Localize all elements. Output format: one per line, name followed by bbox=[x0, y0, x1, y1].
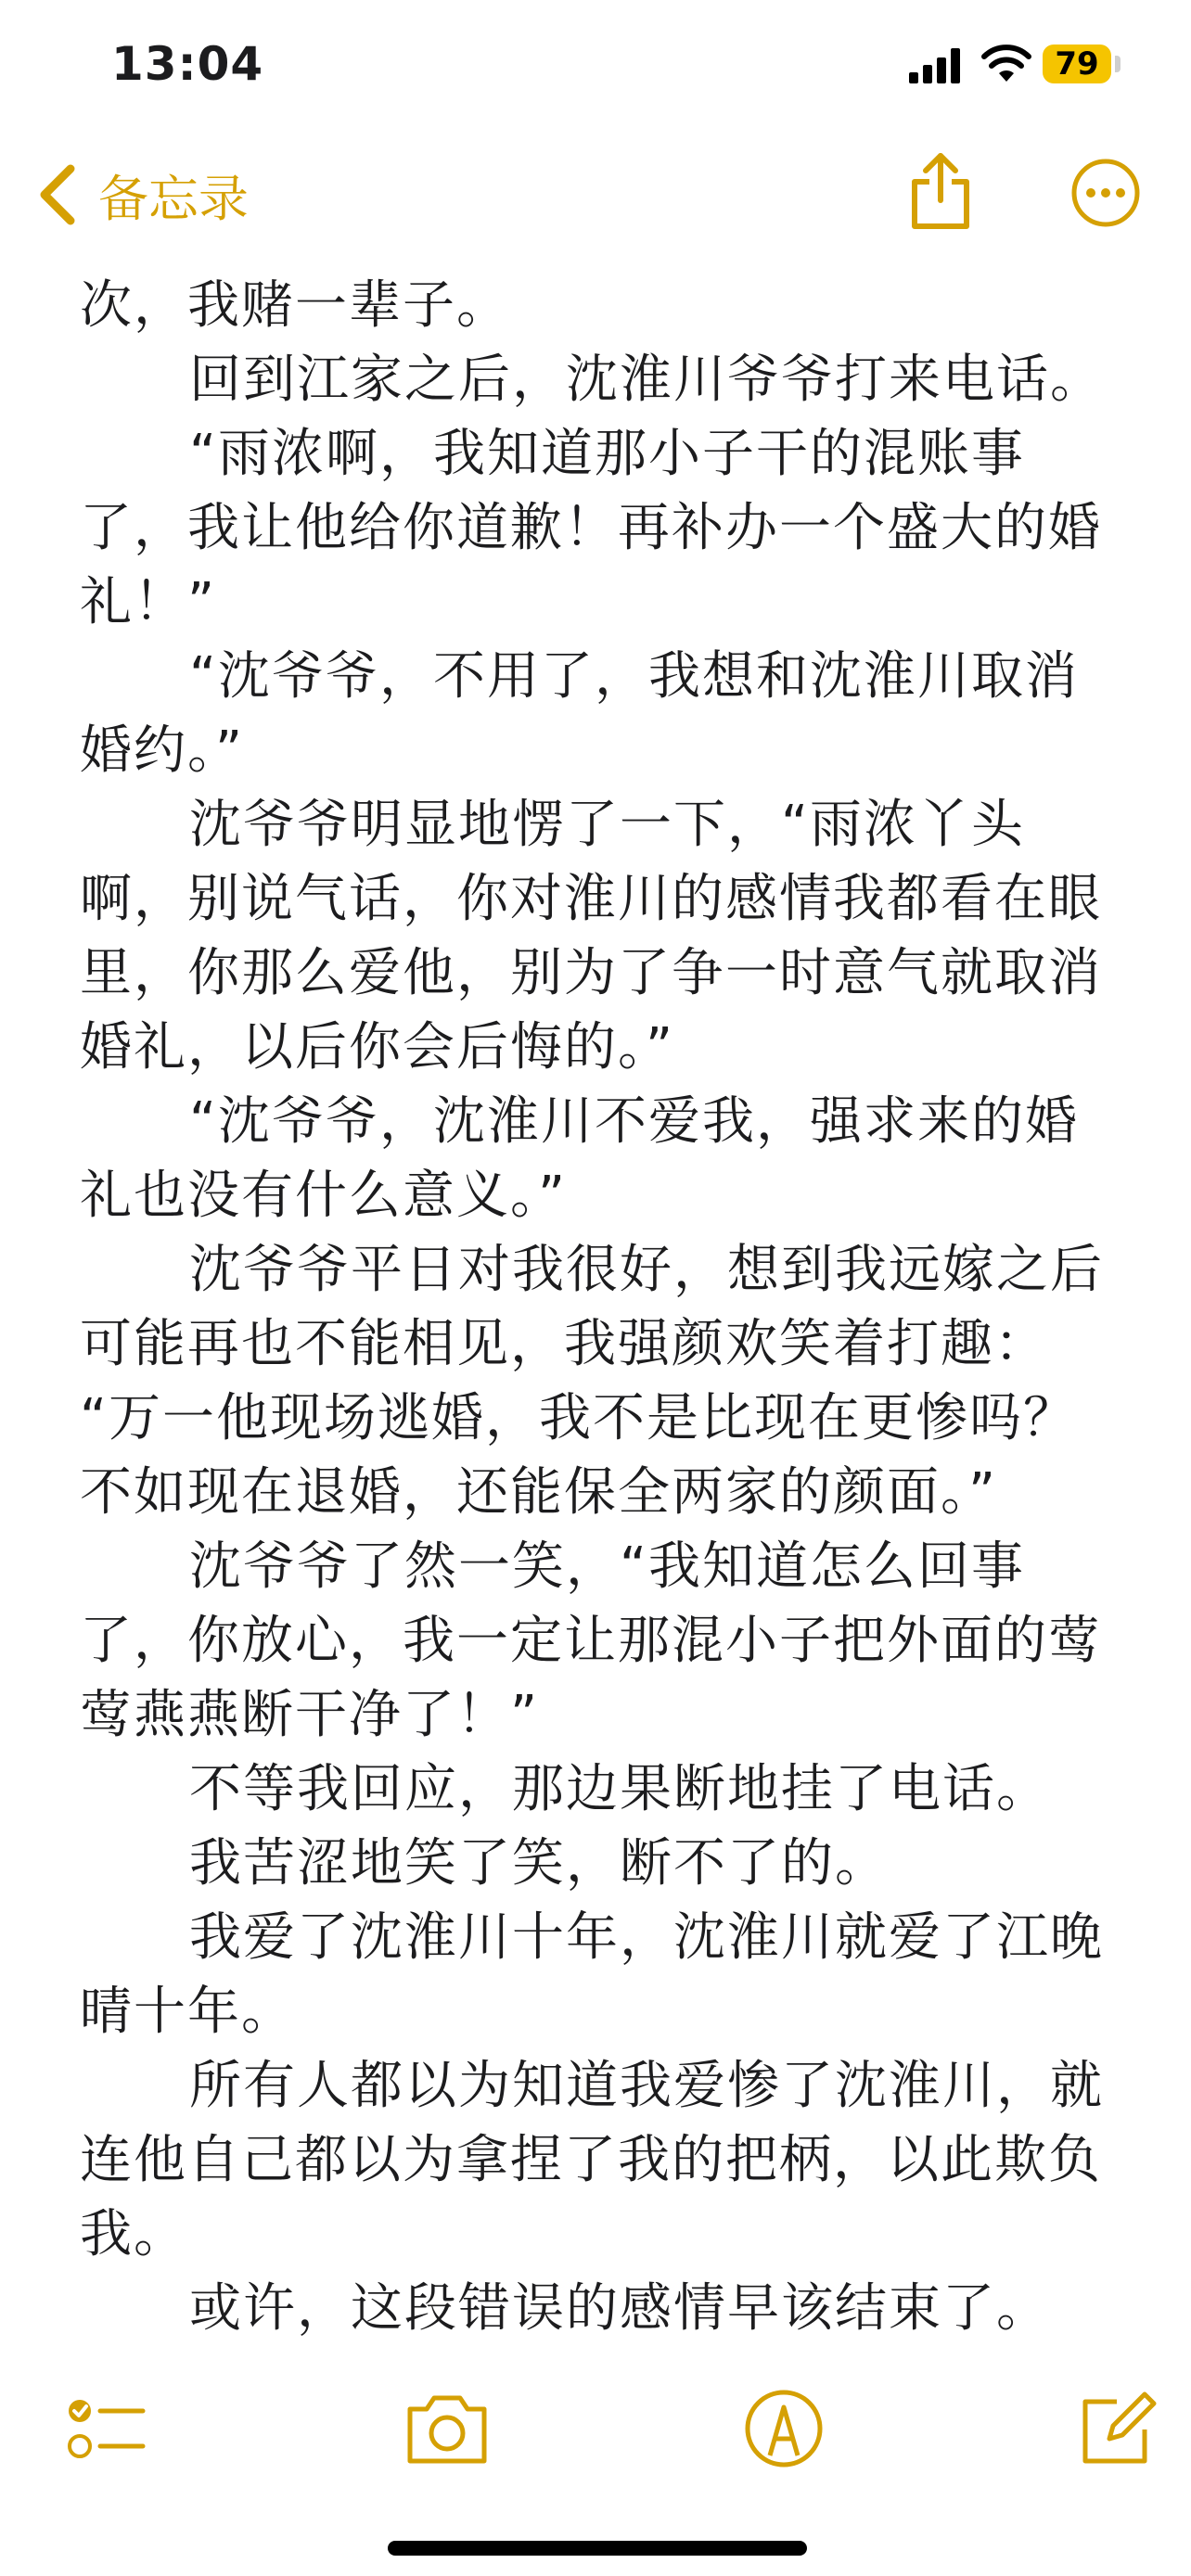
note-line: “雨浓啊，我知道那小子干的混账事 bbox=[189, 424, 1026, 484]
share-icon[interactable] bbox=[907, 148, 974, 232]
note-line: 了，你放心，我一定让那混小子把外面的莺 bbox=[80, 1611, 1102, 1671]
status-time: 13:04 bbox=[111, 37, 264, 91]
note-line: 沈爷爷了然一笑，“我知道怎么回事 bbox=[189, 1537, 1026, 1597]
status-bar bbox=[0, 0, 1191, 130]
battery-cap bbox=[1115, 56, 1121, 72]
note-line: “万一他现场逃婚，我不是比现在更惨吗？ bbox=[80, 1388, 1078, 1448]
wifi-icon bbox=[980, 43, 1033, 83]
note-line: 可能再也不能相见，我强颜欢笑着打趣： bbox=[80, 1314, 1048, 1374]
note-line: “沈爷爷，不用了，我想和沈淮川取消 bbox=[189, 646, 1080, 707]
checklist-icon[interactable] bbox=[65, 2387, 148, 2470]
note-line: 啊，别说气话，你对淮川的感情我都看在眼 bbox=[80, 869, 1102, 929]
note-line: 或许，这段错误的感情早该结束了。 bbox=[189, 2278, 1050, 2339]
bottom-toolbar bbox=[0, 2374, 1191, 2476]
note-line: 了，我让他给你道歉！再补办一个盛大的婚 bbox=[80, 498, 1102, 558]
note-line: 沈爷爷明显地愣了一下，“雨浓丫头 bbox=[189, 795, 1026, 855]
note-line: “沈爷爷，沈淮川不爱我，强求来的婚 bbox=[189, 1091, 1080, 1152]
home-indicator bbox=[388, 2541, 807, 2556]
cellular-signal-icon bbox=[909, 48, 963, 83]
note-line: 连他自己都以为拿捏了我的把柄，以此欺负 bbox=[80, 2130, 1102, 2190]
nav-bar bbox=[0, 139, 1191, 250]
note-line: 莺燕燕断干净了！” bbox=[80, 1685, 540, 1745]
battery-indicator: 79 bbox=[1043, 45, 1111, 83]
note-line: 我。 bbox=[80, 2204, 187, 2264]
note-line: 里，你那么爱他，别为了争一时意气就取消 bbox=[80, 943, 1102, 1003]
note-line: 我爱了沈淮川十年，沈淮川就爱了江晚 bbox=[189, 1907, 1104, 1968]
markup-icon[interactable] bbox=[742, 2387, 826, 2470]
note-line: 次，我赌一辈子。 bbox=[80, 275, 510, 336]
note-line: 礼！” bbox=[80, 572, 217, 632]
note-line: 礼也没有什么意义。” bbox=[80, 1166, 568, 1226]
note-line: 婚约。” bbox=[80, 721, 245, 781]
note-line: 我苦涩地笑了笑，断不了的。 bbox=[189, 1833, 889, 1894]
note-line: 所有人都以为知道我爱惨了沈淮川，就 bbox=[189, 2056, 1104, 2116]
note-body[interactable] bbox=[80, 269, 1137, 2346]
note-line: 沈爷爷平日对我很好，想到我远嫁之后 bbox=[189, 1240, 1104, 1300]
note-line: 回到江家之后，沈淮川爷爷打来电话。 bbox=[189, 350, 1104, 410]
note-line: 不如现在退婚，还能保全两家的颜面。” bbox=[80, 1462, 998, 1523]
compose-icon[interactable] bbox=[1076, 2387, 1159, 2470]
note-line: 婚礼，以后你会后悔的。” bbox=[80, 1017, 675, 1078]
more-options-icon[interactable] bbox=[1070, 158, 1141, 228]
camera-icon[interactable] bbox=[403, 2387, 492, 2470]
back-button[interactable] bbox=[33, 158, 249, 232]
back-button-label: 备忘录 bbox=[98, 169, 249, 228]
chevron-left-icon bbox=[33, 161, 85, 228]
note-line: 晴十年。 bbox=[80, 1982, 295, 2042]
note-line: 不等我回应，那边果断地挂了电话。 bbox=[189, 1759, 1050, 1819]
